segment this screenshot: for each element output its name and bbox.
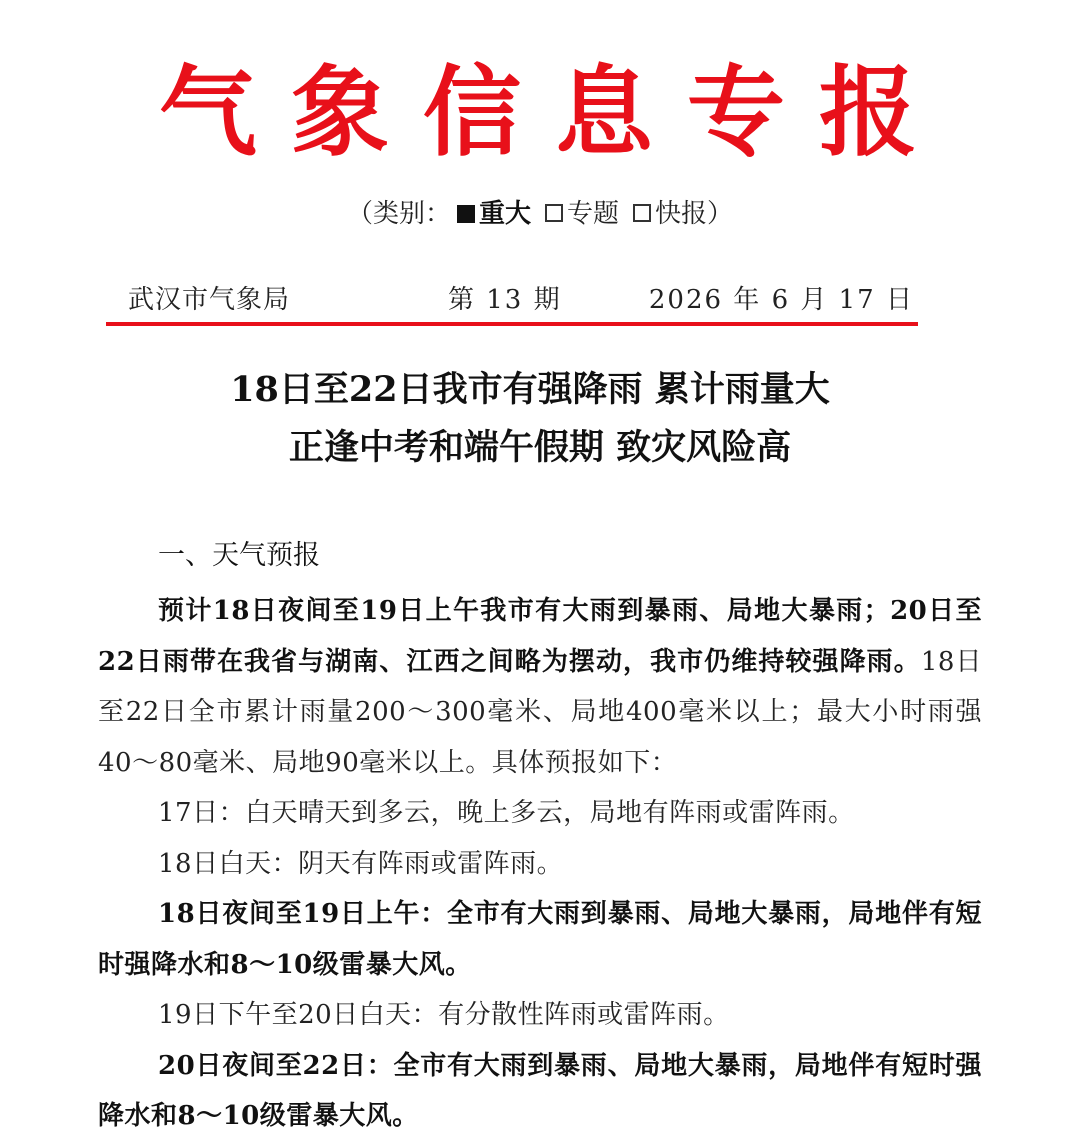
forecast-afternoon19: 19日下午至20日白天：有分散性阵雨或雷阵雨。 [158, 1000, 730, 1030]
forecast-night18: 18日夜间至19日上午：全市有大雨到暴雨、局地大暴雨，局地伴有短时强降水和8～10级雷暴大风。 [98, 899, 982, 980]
category-prefix: （类别： [346, 199, 451, 229]
category-line [0, 194, 1080, 234]
forecast-intro-paragraph [98, 586, 982, 788]
unchecked-box-icon [545, 204, 563, 222]
issue-info-row [128, 280, 918, 320]
category-suffix: ） [707, 199, 734, 229]
issuing-organization: 武汉市气象局 [128, 285, 291, 315]
issue-date: 2026 年 6 月 17 日 [648, 285, 914, 315]
issue-number: 第 13 期 [448, 285, 562, 315]
section-heading: 一、天气预报 [158, 540, 320, 571]
forecast-intro-normal: 18日至22日全市累计雨量200～300毫米、局地400毫米以上；最大小时雨强40～80毫米、局地90毫米以上。具体预报如下： [98, 646, 982, 778]
category-item-flash: 快报 [655, 199, 708, 229]
masthead-title: 气象信息专报 [158, 56, 951, 170]
forecast-intro-bold: 预计18日夜间至19日上午我市有大雨到暴雨、局地大暴雨；20日至22日雨带在我省与湖南、江西之间略为摆动，我市仍维持较强降雨。 [98, 596, 982, 677]
checked-box-icon [457, 205, 475, 223]
forecast-body [98, 586, 982, 1142]
headline-line-2: 正逢中考和端午假期 致灾风险高 [288, 427, 792, 468]
headline-line-1: 18日至22日我市有强降雨 累计雨量大 [230, 369, 830, 410]
red-divider-line [106, 322, 918, 326]
forecast-day17: 17日：白天晴天到多云，晚上多云，局地有阵雨或雷阵雨。 [158, 798, 855, 828]
category-item-topic: 专题 [566, 199, 619, 229]
forecast-night20: 20日夜间至22日：全市有大雨到暴雨、局地大暴雨，局地伴有短时强降水和8～10级雷暴大风。 [98, 1050, 982, 1131]
forecast-day18: 18日白天：阴天有阵雨或雷阵雨。 [158, 848, 564, 879]
unchecked-box-icon [633, 204, 651, 222]
category-item-major: 重大 [478, 199, 531, 229]
